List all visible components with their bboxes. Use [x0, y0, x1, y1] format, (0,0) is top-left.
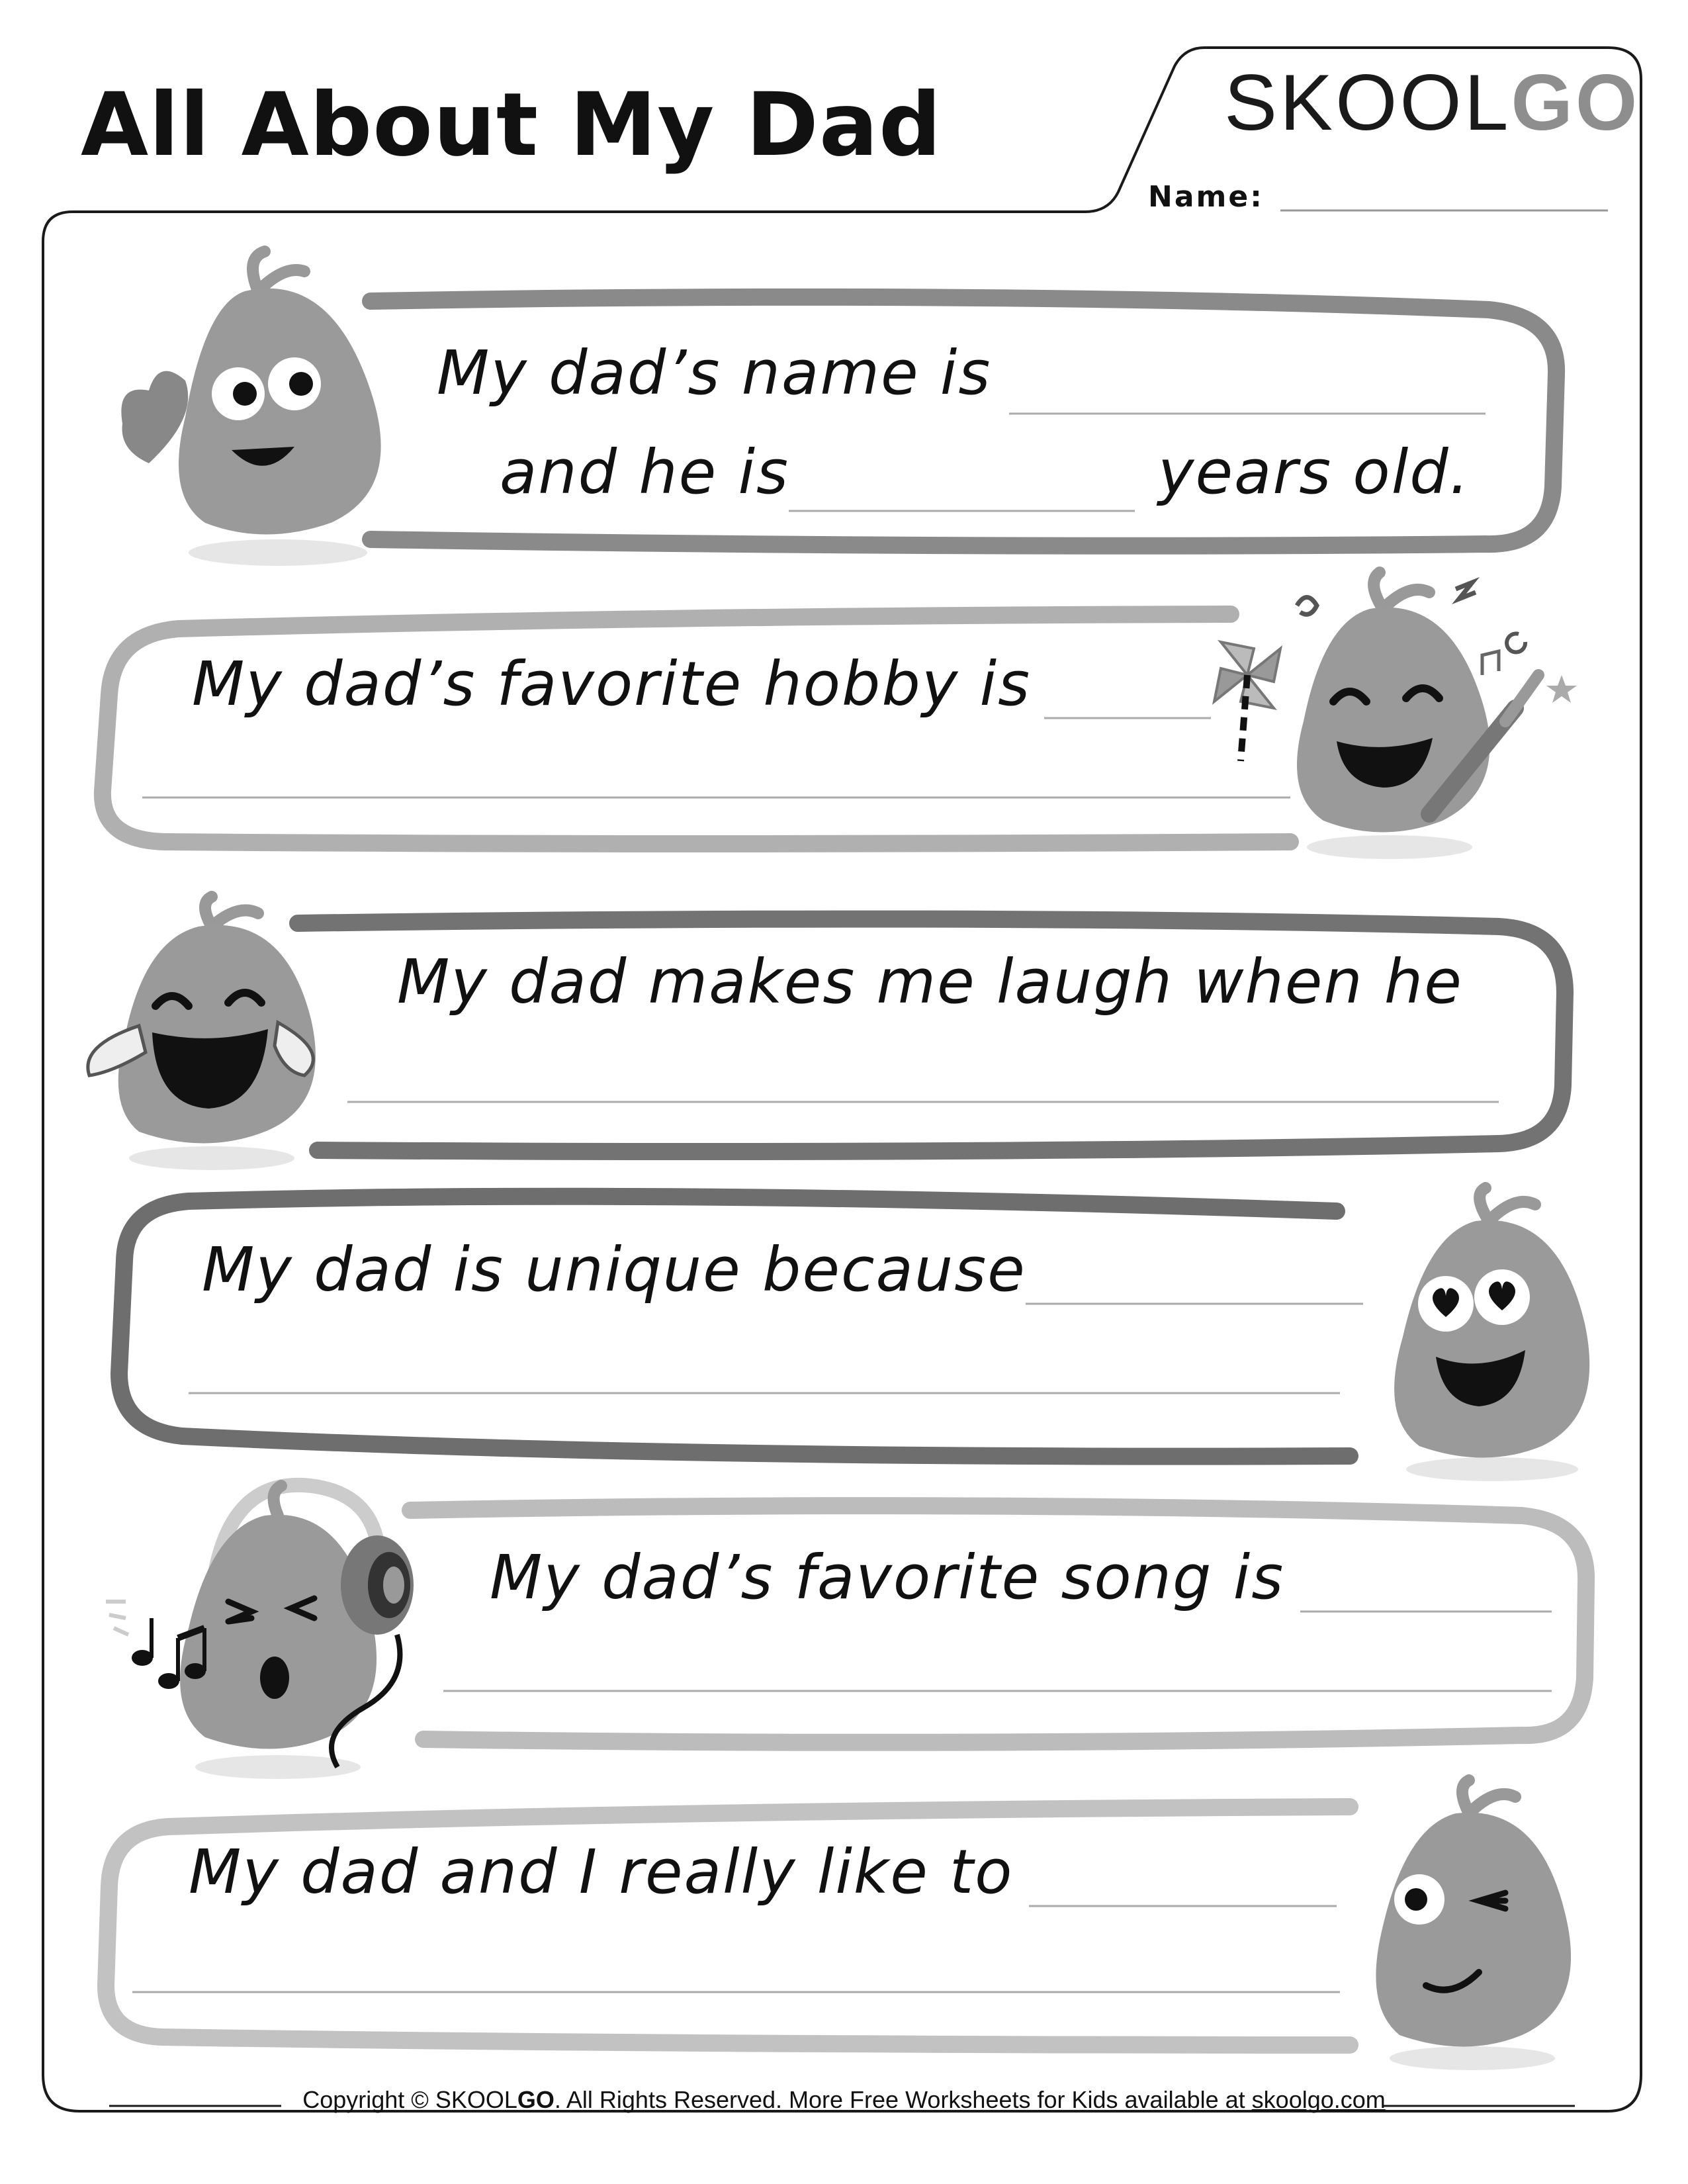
prompt-hobby: My dad’s favorite hobby is [192, 649, 1032, 719]
prompt-name-line-2b: years old. [1158, 437, 1470, 508]
character-happy-waving [121, 251, 380, 566]
prompt-song: My dad’s favorite song is [490, 1542, 1285, 1613]
prompt-name-line-2a: and he is [500, 437, 789, 508]
footer-site-link[interactable]: skoolgo.com [1251, 2086, 1386, 2113]
footer-brand: SKOOL [435, 2086, 517, 2113]
name-label: Name: [1148, 180, 1264, 214]
footer-brand-accent: GO [517, 2086, 555, 2113]
prompt-together: My dad and I really like to [189, 1837, 1014, 1907]
prompt-unique: My dad is unique because [202, 1234, 1026, 1305]
logo-text: SKOOL [1224, 58, 1511, 147]
prompt-laugh: My dad makes me laugh when he [397, 946, 1463, 1017]
copyright-footer [0, 2086, 1688, 2114]
star-icon [1546, 675, 1577, 703]
character-in-love [1394, 1188, 1589, 1481]
heart-icon [121, 371, 188, 463]
character-winking [1376, 1780, 1571, 2070]
logo-accent: GO [1511, 58, 1640, 147]
character-laughing [88, 897, 316, 1170]
bubble-box-1 [371, 297, 1556, 546]
music-note-icon [1482, 651, 1499, 675]
pinwheel-icon [1214, 642, 1280, 761]
footer-prefix: Copyright © [302, 2086, 435, 2113]
page-title: All About My Dad [81, 74, 942, 176]
character-singing [106, 1485, 414, 1779]
footer-middle: . All Rights Reserved. More Free Worksheets for Kids available at [554, 2086, 1252, 2113]
prompt-name-line-1: My dad’s name is [437, 338, 992, 408]
brand-logo [1224, 58, 1640, 147]
bubble-box-5 [410, 1506, 1586, 1743]
character-creative [1214, 572, 1577, 859]
